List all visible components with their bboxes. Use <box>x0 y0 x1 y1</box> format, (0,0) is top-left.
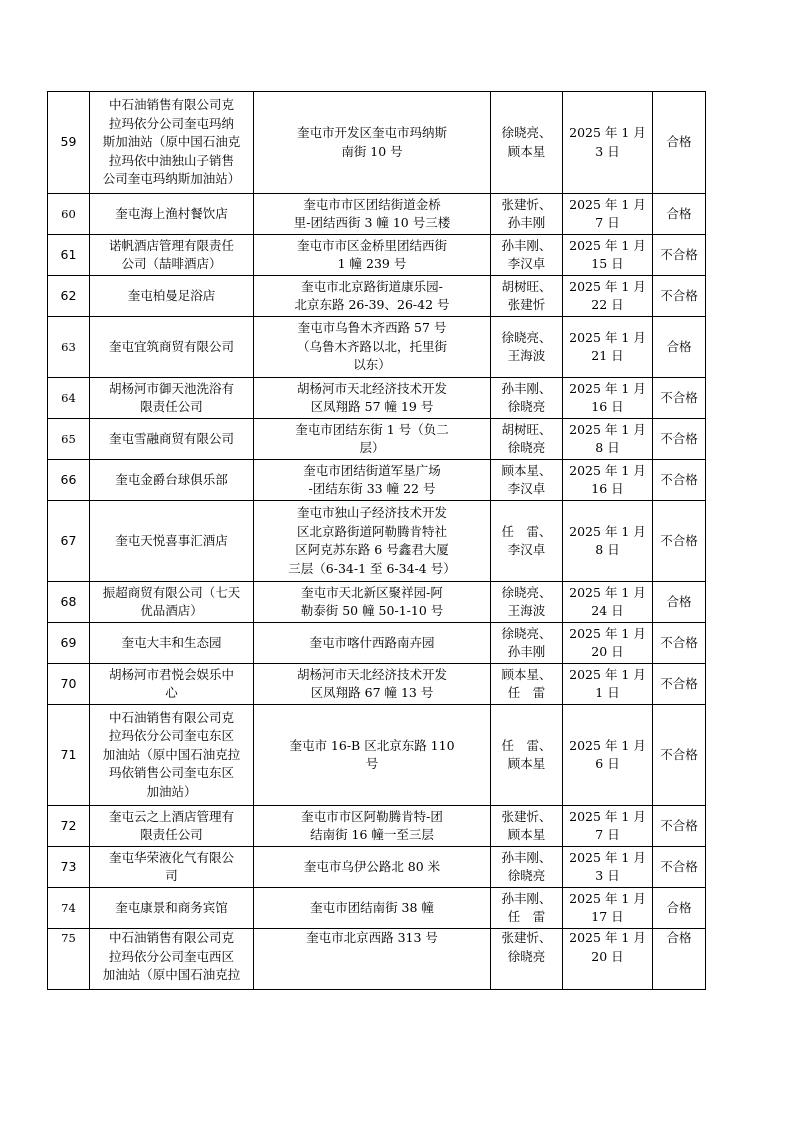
unit-address: 奎屯市天北新区聚祥园-阿 勒泰街 50 幢 50-1-10 号 <box>254 582 491 623</box>
unit-address: 奎屯市喀什西路南卉园 <box>254 623 491 664</box>
inspector-names: 顾本星、 任 雷 <box>491 664 563 705</box>
table-row <box>48 888 706 929</box>
inspector-names: 张建忻、 顾本星 <box>491 806 563 847</box>
unit-address: 奎屯市团结南街 38 幢 <box>254 888 491 929</box>
inspection-result: 不合格 <box>653 276 706 317</box>
row-number: 64 <box>48 378 90 419</box>
inspection-result: 合格 <box>653 317 706 378</box>
inspection-date: 2025 年 1 月 24 日 <box>563 582 653 623</box>
row-number: 75 <box>48 929 90 990</box>
unit-address: 奎屯市市区团结街道金桥 里-团结西街 3 幢 10 号三楼 <box>254 194 491 235</box>
inspection-date: 2025 年 1 月 22 日 <box>563 276 653 317</box>
table-row <box>48 276 706 317</box>
inspection-result: 不合格 <box>653 460 706 501</box>
inspection-result: 不合格 <box>653 806 706 847</box>
unit-name: 中石油销售有限公司克 拉玛依分公司奎屯东区 加油站（原中国石油克拉 玛依销售公司奎屯东区 加油站） <box>90 705 254 806</box>
row-number: 72 <box>48 806 90 847</box>
unit-name: 奎屯华荣液化气有限公 司 <box>90 847 254 888</box>
inspector-names: 顾本星、 李汉卓 <box>491 460 563 501</box>
row-number: 66 <box>48 460 90 501</box>
row-number: 67 <box>48 501 90 582</box>
inspection-result: 不合格 <box>653 419 706 460</box>
inspection-result: 不合格 <box>653 705 706 806</box>
table-row <box>48 378 706 419</box>
unit-name: 奎屯海上渔村餐饮店 <box>90 194 254 235</box>
inspection-date: 2025 年 1 月 16 日 <box>563 460 653 501</box>
table-row <box>48 501 706 582</box>
inspector-names: 孙丰刚、 徐晓亮 <box>491 847 563 888</box>
inspector-names: 任 雷、 顾本星 <box>491 705 563 806</box>
table-row <box>48 460 706 501</box>
table-row <box>48 929 706 990</box>
inspector-names: 胡树旺、 徐晓亮 <box>491 419 563 460</box>
table-row <box>48 235 706 276</box>
inspection-table-body <box>48 92 706 990</box>
inspection-table <box>47 91 706 990</box>
inspection-date: 2025 年 1 月 16 日 <box>563 378 653 419</box>
row-number: 73 <box>48 847 90 888</box>
row-number: 59 <box>48 92 90 194</box>
table-row <box>48 419 706 460</box>
inspection-date: 2025 年 1 月 7 日 <box>563 194 653 235</box>
inspector-names: 胡树旺、 张建忻 <box>491 276 563 317</box>
table-row <box>48 806 706 847</box>
unit-name: 胡杨河市君悦会娱乐中 心 <box>90 664 254 705</box>
row-number: 62 <box>48 276 90 317</box>
unit-address: 奎屯市乌伊公路北 80 米 <box>254 847 491 888</box>
unit-name: 诺帆酒店管理有限责任 公司（喆啡酒店） <box>90 235 254 276</box>
inspection-date: 2025 年 1 月 6 日 <box>563 705 653 806</box>
unit-name: 奎屯柏曼足浴店 <box>90 276 254 317</box>
unit-name: 奎屯雪融商贸有限公司 <box>90 419 254 460</box>
unit-name: 奎屯宜筑商贸有限公司 <box>90 317 254 378</box>
row-number: 74 <box>48 888 90 929</box>
inspector-names: 张建忻、 孙丰刚 <box>491 194 563 235</box>
unit-name: 奎屯康景和商务宾馆 <box>90 888 254 929</box>
row-number: 61 <box>48 235 90 276</box>
row-number: 63 <box>48 317 90 378</box>
unit-address: 奎屯市 16-B 区北京东路 110 号 <box>254 705 491 806</box>
inspection-date: 2025 年 1 月 8 日 <box>563 419 653 460</box>
inspection-result: 合格 <box>653 92 706 194</box>
inspection-date: 2025 年 1 月 7 日 <box>563 806 653 847</box>
inspector-names: 张建忻、 徐晓亮 <box>491 929 563 990</box>
unit-address: 奎屯市开发区奎屯市玛纳斯 南街 10 号 <box>254 92 491 194</box>
unit-name: 中石油销售有限公司克 拉玛依分公司奎屯玛纳 斯加油站（原中国石油克 拉玛依中油独山子销售 公司奎屯玛纳斯加油站） <box>90 92 254 194</box>
inspection-date: 2025 年 1 月 20 日 <box>563 929 653 990</box>
unit-address: 奎屯市独山子经济技术开发 区北京路街道阿勒腾肯特社 区阿克苏东路 6 号鑫君大厦 三层（6-34-1 至 6-34-4 号） <box>254 501 491 582</box>
inspection-date: 2025 年 1 月 3 日 <box>563 847 653 888</box>
inspection-result: 合格 <box>653 582 706 623</box>
inspection-result: 不合格 <box>653 235 706 276</box>
inspection-date: 2025 年 1 月 21 日 <box>563 317 653 378</box>
inspection-date: 2025 年 1 月 3 日 <box>563 92 653 194</box>
inspection-date: 2025 年 1 月 1 日 <box>563 664 653 705</box>
unit-address: 胡杨河市天北经济技术开发 区凤翔路 57 幢 19 号 <box>254 378 491 419</box>
table-row <box>48 847 706 888</box>
inspection-result: 不合格 <box>653 664 706 705</box>
row-number: 71 <box>48 705 90 806</box>
unit-address: 胡杨河市天北经济技术开发 区凤翔路 67 幢 13 号 <box>254 664 491 705</box>
inspector-names: 徐晓亮、 王海波 <box>491 582 563 623</box>
inspector-names: 任 雷、 李汉卓 <box>491 501 563 582</box>
unit-name: 奎屯大丰和生态园 <box>90 623 254 664</box>
table-row <box>48 664 706 705</box>
unit-name: 奎屯天悦喜事汇酒店 <box>90 501 254 582</box>
inspection-result: 合格 <box>653 194 706 235</box>
row-number: 65 <box>48 419 90 460</box>
unit-address: 奎屯市团结街道军垦广场 -团结东街 33 幢 22 号 <box>254 460 491 501</box>
inspection-result: 不合格 <box>653 847 706 888</box>
inspector-names: 徐晓亮、 顾本星 <box>491 92 563 194</box>
inspection-result: 合格 <box>653 929 706 990</box>
table-row <box>48 317 706 378</box>
inspector-names: 徐晓亮、 王海波 <box>491 317 563 378</box>
table-row <box>48 623 706 664</box>
inspector-names: 孙丰刚、 任 雷 <box>491 888 563 929</box>
unit-address: 奎屯市乌鲁木齐西路 57 号 （乌鲁木齐路以北，托里街 以东） <box>254 317 491 378</box>
unit-name: 振超商贸有限公司（七天 优品酒店） <box>90 582 254 623</box>
table-row <box>48 582 706 623</box>
inspection-result: 不合格 <box>653 623 706 664</box>
inspection-result: 不合格 <box>653 378 706 419</box>
unit-address: 奎屯市北京路街道康乐园- 北京东路 26-39、26-42 号 <box>254 276 491 317</box>
unit-name: 奎屯金爵台球俱乐部 <box>90 460 254 501</box>
inspector-names: 徐晓亮、 孙丰刚 <box>491 623 563 664</box>
unit-name: 胡杨河市御天池洗浴有 限责任公司 <box>90 378 254 419</box>
unit-address: 奎屯市市区金桥里团结西街 1 幢 239 号 <box>254 235 491 276</box>
table-row <box>48 194 706 235</box>
unit-address: 奎屯市团结东街 1 号（负二 层） <box>254 419 491 460</box>
inspection-date: 2025 年 1 月 17 日 <box>563 888 653 929</box>
table-row <box>48 705 706 806</box>
row-number: 70 <box>48 664 90 705</box>
row-number: 60 <box>48 194 90 235</box>
inspection-result: 合格 <box>653 888 706 929</box>
inspector-names: 孙丰刚、 徐晓亮 <box>491 378 563 419</box>
row-number: 69 <box>48 623 90 664</box>
row-number: 68 <box>48 582 90 623</box>
inspector-names: 孙丰刚、 李汉卓 <box>491 235 563 276</box>
table-row <box>48 92 706 194</box>
inspection-result: 不合格 <box>653 501 706 582</box>
unit-address: 奎屯市市区阿勒腾肯特-团 结南街 16 幢一至三层 <box>254 806 491 847</box>
inspection-date: 2025 年 1 月 15 日 <box>563 235 653 276</box>
unit-address: 奎屯市北京西路 313 号 <box>254 929 491 990</box>
unit-name: 中石油销售有限公司克 拉玛依分公司奎屯西区 加油站（原中国石油克拉 <box>90 929 254 990</box>
unit-name: 奎屯云之上酒店管理有 限责任公司 <box>90 806 254 847</box>
inspection-date: 2025 年 1 月 20 日 <box>563 623 653 664</box>
inspection-date: 2025 年 1 月 8 日 <box>563 501 653 582</box>
